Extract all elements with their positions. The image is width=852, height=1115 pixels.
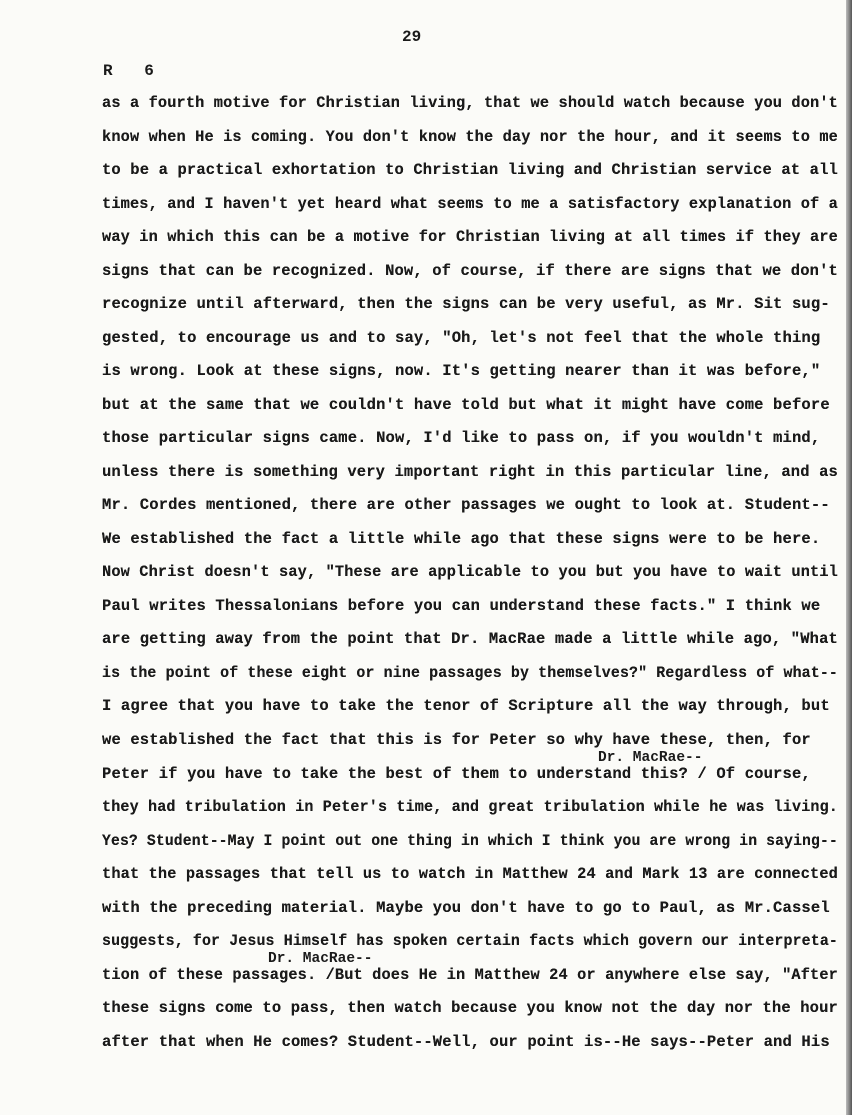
text-line: is wrong. Look at these signs, now. It's getting nearer than it was before," <box>102 362 821 380</box>
text-line: Now Christ doesn't say, "These are applicable to you but you have to wait until <box>102 563 838 581</box>
text-line: We established the fact a little while ago that these signs were to be here. <box>102 530 821 548</box>
margin-note-speaker: Dr. MacRae-- <box>268 951 373 967</box>
bleed-through <box>140 118 840 128</box>
text-line: we established the fact that this is for Peter so why have these, then, for <box>102 731 811 749</box>
page-reference: R 6 <box>103 62 154 80</box>
text-line: Paul writes Thessalonians before you can understand these facts." I think we <box>102 597 821 615</box>
text-line: they had tribulation in Peter's time, and great tribulation while he was living. <box>102 798 839 816</box>
text-line: know when He is coming. You don't know the day nor the hour, and it seems to me <box>102 128 838 146</box>
text-line: times, and I haven't yet heard what seems to me a satisfactory explanation of a <box>102 195 838 213</box>
text-line: tion of these passages. /But does He in Matthew 24 or anywhere else say, "After <box>102 966 838 984</box>
text-line: to be a practical exhortation to Christian living and Christian service at all <box>102 161 838 179</box>
text-line: but at the same that we couldn't have told but what it might have come before <box>102 396 830 414</box>
text-line: Yes? Student--May I point out one thing in which I think you are wrong in saying-- <box>102 832 838 850</box>
text-line: Peter if you have to take the best of them to understand this? / Of course, <box>102 765 811 783</box>
text-line: is the point of these eight or nine passages by themselves?" Regardless of what-- <box>102 664 839 682</box>
text-line: Mr. Cordes mentioned, there are other passages we ought to look at. Student-- <box>102 496 830 514</box>
text-line: suggests, for Jesus Himself has spoken certain facts which govern our interpreta- <box>102 932 839 950</box>
page-number: 29 <box>402 28 422 46</box>
text-line: way in which this can be a motive for Christian living at all times if they are <box>102 228 838 246</box>
text-line: those particular signs came. Now, I'd like to pass on, if you wouldn't mind, <box>102 429 821 447</box>
text-line: these signs come to pass, then watch because you know not the day nor the hour <box>102 999 838 1017</box>
text-line: gested, to encourage us and to say, "Oh, let's not feel that the whole thing <box>102 329 821 347</box>
text-line: with the preceding material. Maybe you don't have to go to Paul, as Mr.Cassel <box>102 899 830 917</box>
text-line: recognize until afterward, then the signs can be very useful, as Mr. Sit sug- <box>102 295 830 313</box>
text-line: that the passages that tell us to watch in Matthew 24 and Mark 13 are connected <box>102 865 838 883</box>
bleed-through <box>140 82 840 92</box>
margin-note-speaker: Dr. MacRae-- <box>598 750 703 766</box>
text-line: after that when He comes? Student--Well, our point is--He says--Peter and His <box>102 1033 830 1051</box>
text-line: signs that can be recognized. Now, of course, if there are signs that we don't <box>102 262 838 280</box>
text-line: as a fourth motive for Christian living, that we should watch because you don't <box>102 94 838 112</box>
text-line: unless there is something very important right in this particular line, and as <box>102 463 838 481</box>
text-line: are getting away from the point that Dr. MacRae made a little while ago, "What <box>102 630 838 648</box>
text-line: I agree that you have to take the tenor of Scripture all the way through, but <box>102 697 830 715</box>
